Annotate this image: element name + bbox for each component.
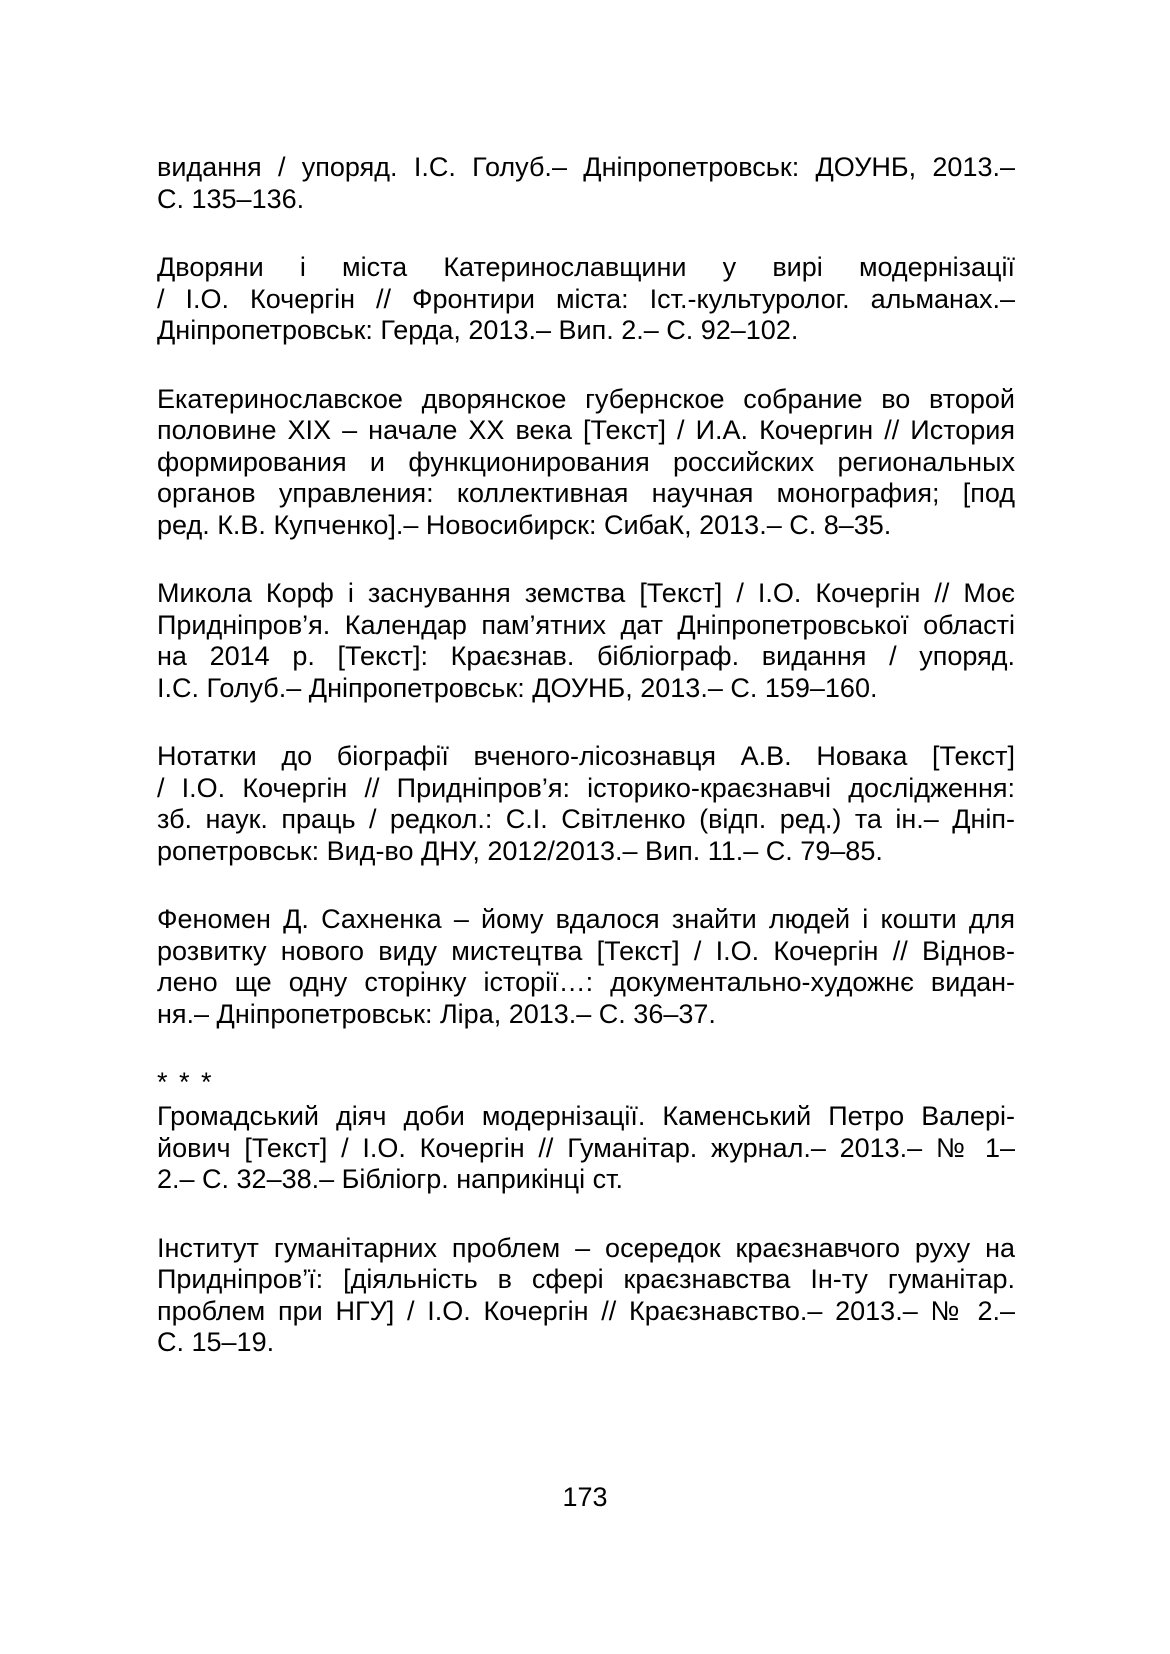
entry-line: розвитку нового виду мистецтва [Текст] / І.О. Кочергін // Віднов- bbox=[157, 935, 1015, 966]
page-content bbox=[157, 152, 1015, 1396]
entry-line: Придніпров’я. Календар пам’ятних дат Дніпропетровської області bbox=[157, 609, 1015, 640]
entry-line: ропетровськ: Вид-во ДНУ, 2012/2013.– Вип. 11.– С. 79–85. bbox=[157, 835, 883, 866]
entry-line: Інститут гуманітарних проблем – осередок краєзнавчого руху на bbox=[157, 1232, 1015, 1263]
bibliography-entry bbox=[157, 252, 1015, 347]
entry-line: / І.О. Кочергін // Фронтири міста: Іст.-культуролог. альманах.– bbox=[157, 283, 1015, 314]
entry-line: лено ще одну сторінку історії…: документально-художнє видан- bbox=[157, 967, 1015, 997]
entry-line: ня.– Дніпропетровськ: Ліра, 2013.– С. 36–37. bbox=[157, 998, 716, 1029]
entry-line: видання / упоряд. І.С. Голуб.– Дніпропетровськ: ДОУНБ, 2013.– bbox=[157, 152, 1015, 182]
bibliography-entry bbox=[157, 1101, 1015, 1196]
entry-line: половине XIX – начале XX века [Текст] / И.А. Кочергин // История bbox=[157, 415, 1015, 445]
bibliography-list-continued bbox=[157, 1101, 1015, 1359]
entry-line: Придніпров’ї: [діяльність в сфері краєзнавства Ін-ту гуманітар. bbox=[157, 1264, 1015, 1294]
entry-line: ред. К.В. Купченко].– Новосибирск: СибаК, 2013.– С. 8–35. bbox=[157, 509, 892, 540]
entry-line: / І.О. Кочергін // Придніпров’я: історико-краєзнавчі дослідження: bbox=[157, 772, 1015, 803]
entry-line: Дворяни і міста Катеринославщини у вирі модернізації bbox=[157, 252, 1015, 282]
entry-line: органов управления: коллективная научная монография; [под bbox=[157, 478, 1015, 508]
bibliography-entry bbox=[157, 741, 1015, 867]
entry-line: на 2014 р. [Текст]: Краєзнав. бібліограф. видання / упоряд. bbox=[157, 641, 1015, 671]
entry-line: С. 15–19. bbox=[157, 1327, 275, 1357]
entry-line: Дніпропетровськ: Герда, 2013.– Вип. 2.– С. 92–102. bbox=[157, 315, 799, 345]
entry-line: Феномен Д. Сахненка – йому вдалося знайти людей і кошти для bbox=[157, 904, 1015, 934]
bibliography-list bbox=[157, 152, 1015, 1030]
entry-line: Громадський діяч доби модернізації. Каменський Петро Валері- bbox=[157, 1101, 1015, 1131]
bibliography-entry bbox=[157, 578, 1015, 704]
bibliography-entry bbox=[157, 1233, 1015, 1359]
bibliography-entry bbox=[157, 152, 1015, 215]
entry-line: 2.– С. 32–38.– Бібліогр. наприкінці ст. bbox=[157, 1164, 623, 1194]
entry-line: зб. наук. праць / редкол.: С.І. Світленко (відп. ред.) та ін.– Дніп- bbox=[157, 804, 1015, 834]
entry-line: Микола Корф і заснування земства [Текст] / І.О. Кочергін // Моє bbox=[157, 578, 1015, 608]
entry-line: проблем при НГУ] / І.О. Кочергін // Краєзнавство.– 2013.– № 2.– bbox=[157, 1295, 1015, 1326]
section-separator: * * * bbox=[157, 1067, 214, 1097]
entry-line: І.С. Голуб.– Дніпропетровськ: ДОУНБ, 2013.– С. 159–160. bbox=[157, 672, 878, 703]
page-number: 173 bbox=[562, 1482, 608, 1512]
entry-line: Нотатки до біографії вченого-лісознавця А.В. Новака [Текст] bbox=[157, 741, 1015, 771]
bibliography-entry bbox=[157, 384, 1015, 542]
bibliography-entry bbox=[157, 904, 1015, 1030]
entry-line: йович [Текст] / І.О. Кочергін // Гуманітар. журнал.– 2013.– № 1– bbox=[157, 1132, 1015, 1163]
entry-line: С. 135–136. bbox=[157, 183, 305, 214]
entry-line: формирования и функционирования российских региональных bbox=[157, 446, 1015, 477]
entry-line: Екатеринославское дворянское губернское собрание во второй bbox=[157, 383, 1015, 414]
